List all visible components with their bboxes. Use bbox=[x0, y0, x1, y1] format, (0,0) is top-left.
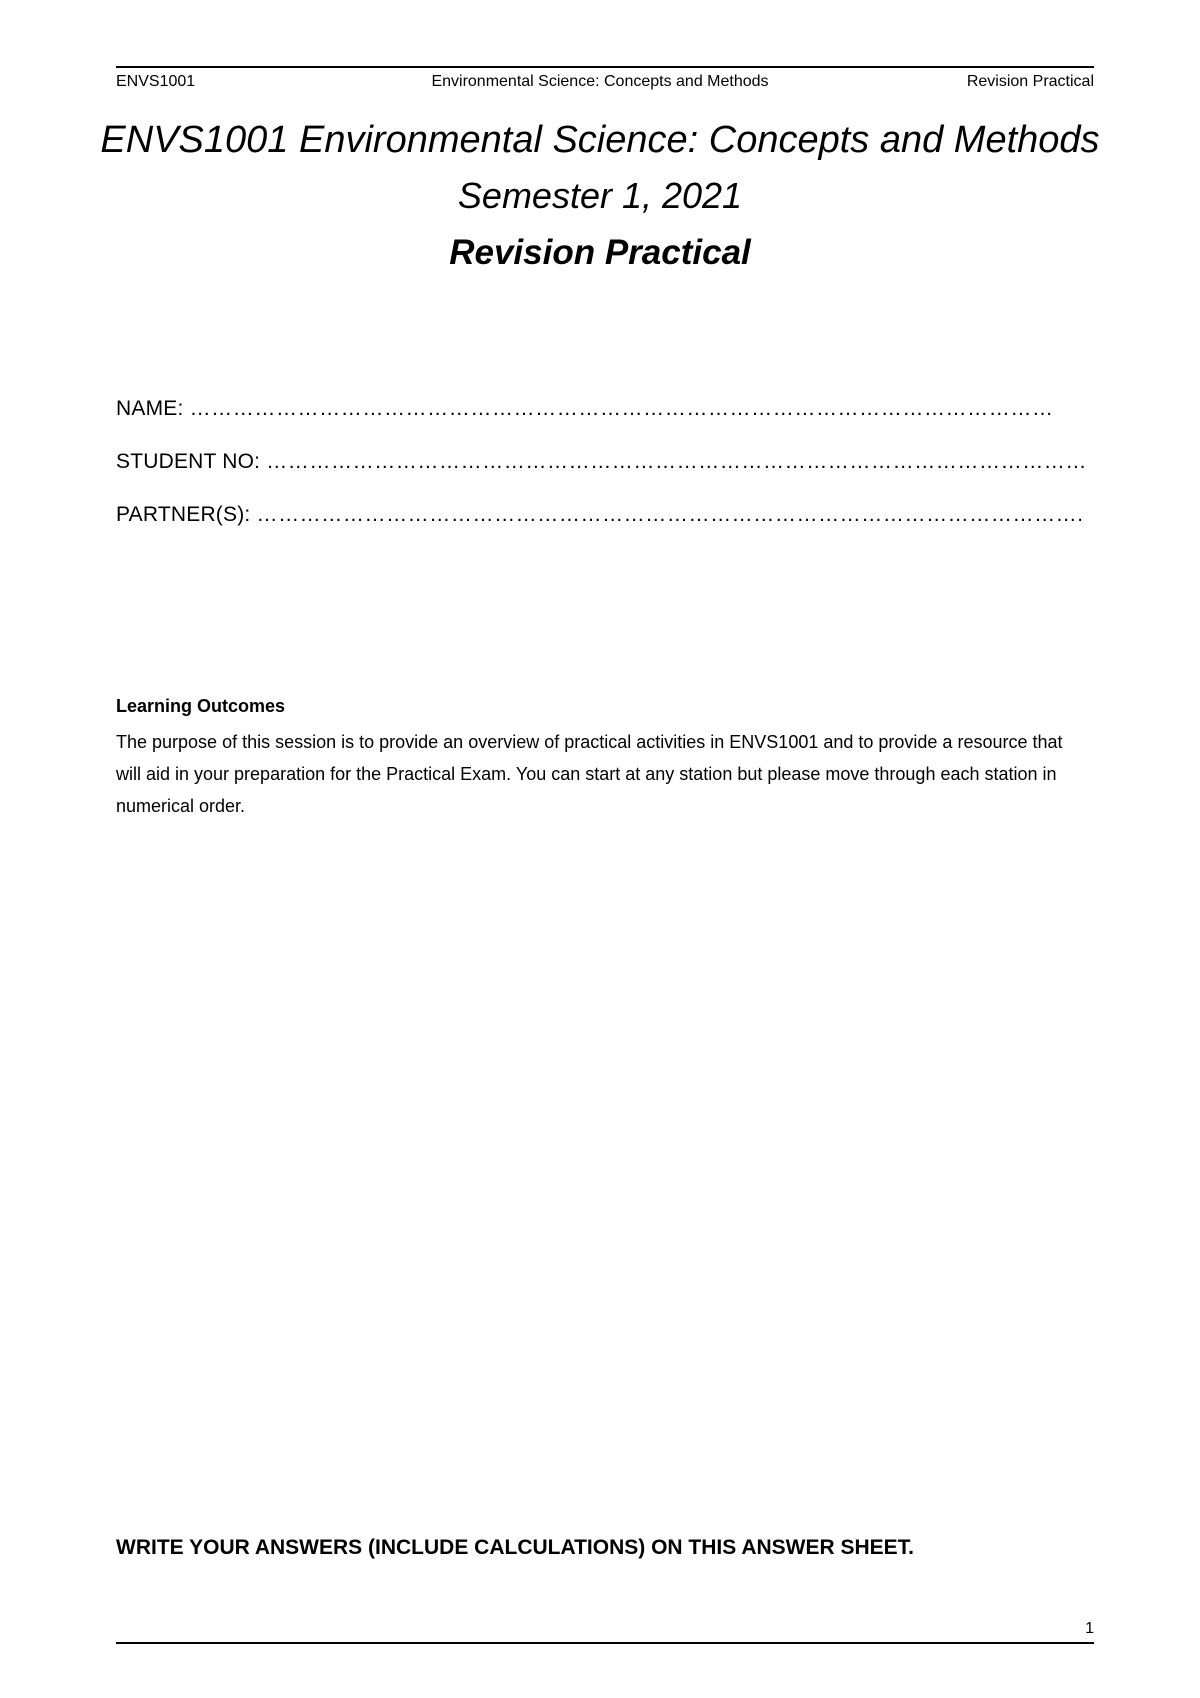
page-number: 1 bbox=[1085, 1620, 1094, 1637]
learning-outcomes-text: The purpose of this session is to provide an overview of practical activities in ENVS1001 and to provide a resource that will aid in your preparation for the Practical Exam. You can start at any station but please move through each station in numerical order. bbox=[116, 732, 1063, 816]
partners-field[interactable] bbox=[116, 502, 1084, 528]
name-label: NAME: bbox=[116, 397, 184, 420]
document-subtitle: Revision Practical bbox=[449, 233, 751, 272]
student-number-blank[interactable]: …………………………………………………………………………………………………… bbox=[266, 450, 1088, 473]
answer-instruction: WRITE YOUR ANSWERS (INCLUDE CALCULATIONS) ON THIS ANSWER SHEET. bbox=[116, 1536, 914, 1559]
partners-blank[interactable]: ……………………………………………………………………………………………………. bbox=[256, 503, 1084, 526]
student-number-field[interactable] bbox=[116, 449, 1087, 475]
student-number-label: STUDENT NO: bbox=[116, 450, 261, 473]
header-course-code: ENVS1001 bbox=[116, 73, 196, 90]
footer-rule bbox=[116, 1642, 1094, 1644]
learning-outcomes-heading: Learning Outcomes bbox=[116, 696, 286, 716]
document-title: ENVS1001 Environmental Science: Concepts and Methods bbox=[100, 119, 1100, 161]
header-document-type: Revision Practical bbox=[966, 73, 1094, 90]
name-field[interactable] bbox=[116, 396, 1054, 422]
partners-label: PARTNER(S): bbox=[116, 503, 251, 526]
document-semester: Semester 1, 2021 bbox=[457, 175, 743, 216]
name-blank[interactable]: ………………………………………………………………………………………………………… bbox=[189, 397, 1054, 420]
header-course-title: Environmental Science: Concepts and Methods bbox=[431, 73, 769, 90]
header-rule bbox=[116, 66, 1094, 68]
